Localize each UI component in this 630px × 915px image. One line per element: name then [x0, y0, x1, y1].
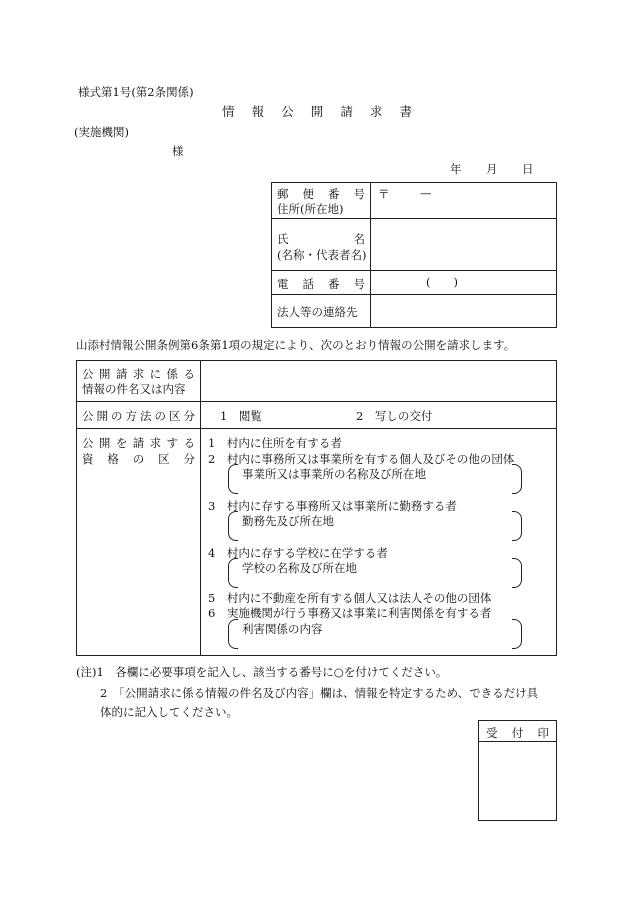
sama-label: 様 — [172, 144, 184, 158]
postal-label: 郵 便 番 号 — [277, 187, 365, 201]
subject-label-2: 情報の件名又は内容 — [82, 382, 186, 396]
agency-label: (実施機関) — [74, 125, 129, 139]
form-number: 様式第1号(第2条関係) — [78, 85, 194, 99]
bracket-left — [228, 619, 238, 649]
request-statement: 山添村情報公開条例第6条第1項の規定により、次のとおり情報の公開を請求します。 — [76, 338, 516, 352]
qual-sub: 勤務先及び所在地 — [242, 514, 334, 528]
note-2: 2 「公開請求に係る情報の件名及び内容」欄は、情報を特定するため、できるだけ具 — [100, 686, 539, 700]
qual-item[interactable]: 4 村内に存する学校に在学する者 — [208, 546, 388, 560]
qual-sub: 利害関係の内容 — [242, 622, 323, 636]
bracket-left — [228, 558, 238, 588]
phone-label: 電 話 番 号 — [277, 277, 365, 291]
method-option-view[interactable]: 1 閲覧 — [220, 409, 262, 423]
subject-field[interactable] — [206, 364, 552, 398]
title-char: 書 — [399, 104, 412, 119]
qual-sub: 事業所又は事業所の名称及び所在地 — [242, 467, 426, 481]
name-label: 氏 名 — [277, 232, 365, 246]
note-1: (注)1 各欄に必要事項を記入し、該当する番号に○を付けてください。 — [76, 665, 448, 679]
qual-item[interactable]: 3 村内に存する事務所又は事業所に勤務する者 — [208, 499, 457, 513]
title-char: 情 — [222, 104, 235, 119]
document-title — [222, 102, 412, 120]
title-char: 報 — [251, 104, 265, 119]
title-char: 公 — [281, 104, 294, 119]
date-day: 日 — [522, 162, 534, 176]
address-label: 住所(所在地) — [277, 202, 344, 216]
bracket-left — [228, 464, 238, 494]
method-label: 公 開 の 方 法 の 区 分 — [82, 409, 195, 423]
contact-label: 法人等の連絡先 — [277, 305, 358, 319]
bracket-right — [512, 619, 522, 649]
qual-item[interactable]: 1 村内に住所を有する者 — [208, 436, 342, 450]
method-option-copy[interactable]: 2 写しの交付 — [356, 409, 433, 423]
title-char: 請 — [340, 104, 353, 119]
name-field[interactable] — [376, 222, 552, 266]
title-char: 求 — [369, 104, 383, 119]
phone-field[interactable] — [376, 272, 552, 292]
bracket-right — [512, 558, 522, 588]
qual-label-1: 公 開 を 請 求 す る — [82, 436, 195, 450]
qual-item[interactable]: 5 村内に不動産を所有する個人又は法人その他の団体 — [208, 591, 492, 605]
qual-item[interactable]: 6 実施機関が行う事務又は事業に利害関係を有する者 — [208, 606, 492, 620]
date-year: 年 — [450, 162, 462, 176]
qual-item[interactable]: 2 村内に事務所又は事業所を有する個人及びその他の団体 — [208, 452, 515, 466]
postal-dash: — — [420, 186, 432, 200]
date-month: 月 — [486, 162, 498, 176]
address-field[interactable] — [376, 192, 552, 216]
qual-label-2: 資 格 の 区 分 — [82, 452, 195, 466]
postal-mark: 〒 — [378, 187, 390, 201]
phone-paren: ( ) — [426, 275, 458, 289]
qual-sub: 学校の名称及び所在地 — [242, 561, 357, 575]
stamp-label: 受 付 印 — [486, 726, 549, 740]
contact-field[interactable] — [376, 298, 552, 324]
subject-label-1: 公 開 請 求 に 係 る — [82, 367, 195, 381]
title-char: 開 — [310, 104, 324, 119]
bracket-right — [512, 511, 522, 541]
name-sublabel: (名称・代表者名) — [277, 248, 367, 262]
note-2-cont: 体的に記入してください。 — [100, 705, 238, 719]
bracket-right — [512, 464, 522, 494]
bracket-left — [228, 511, 238, 541]
